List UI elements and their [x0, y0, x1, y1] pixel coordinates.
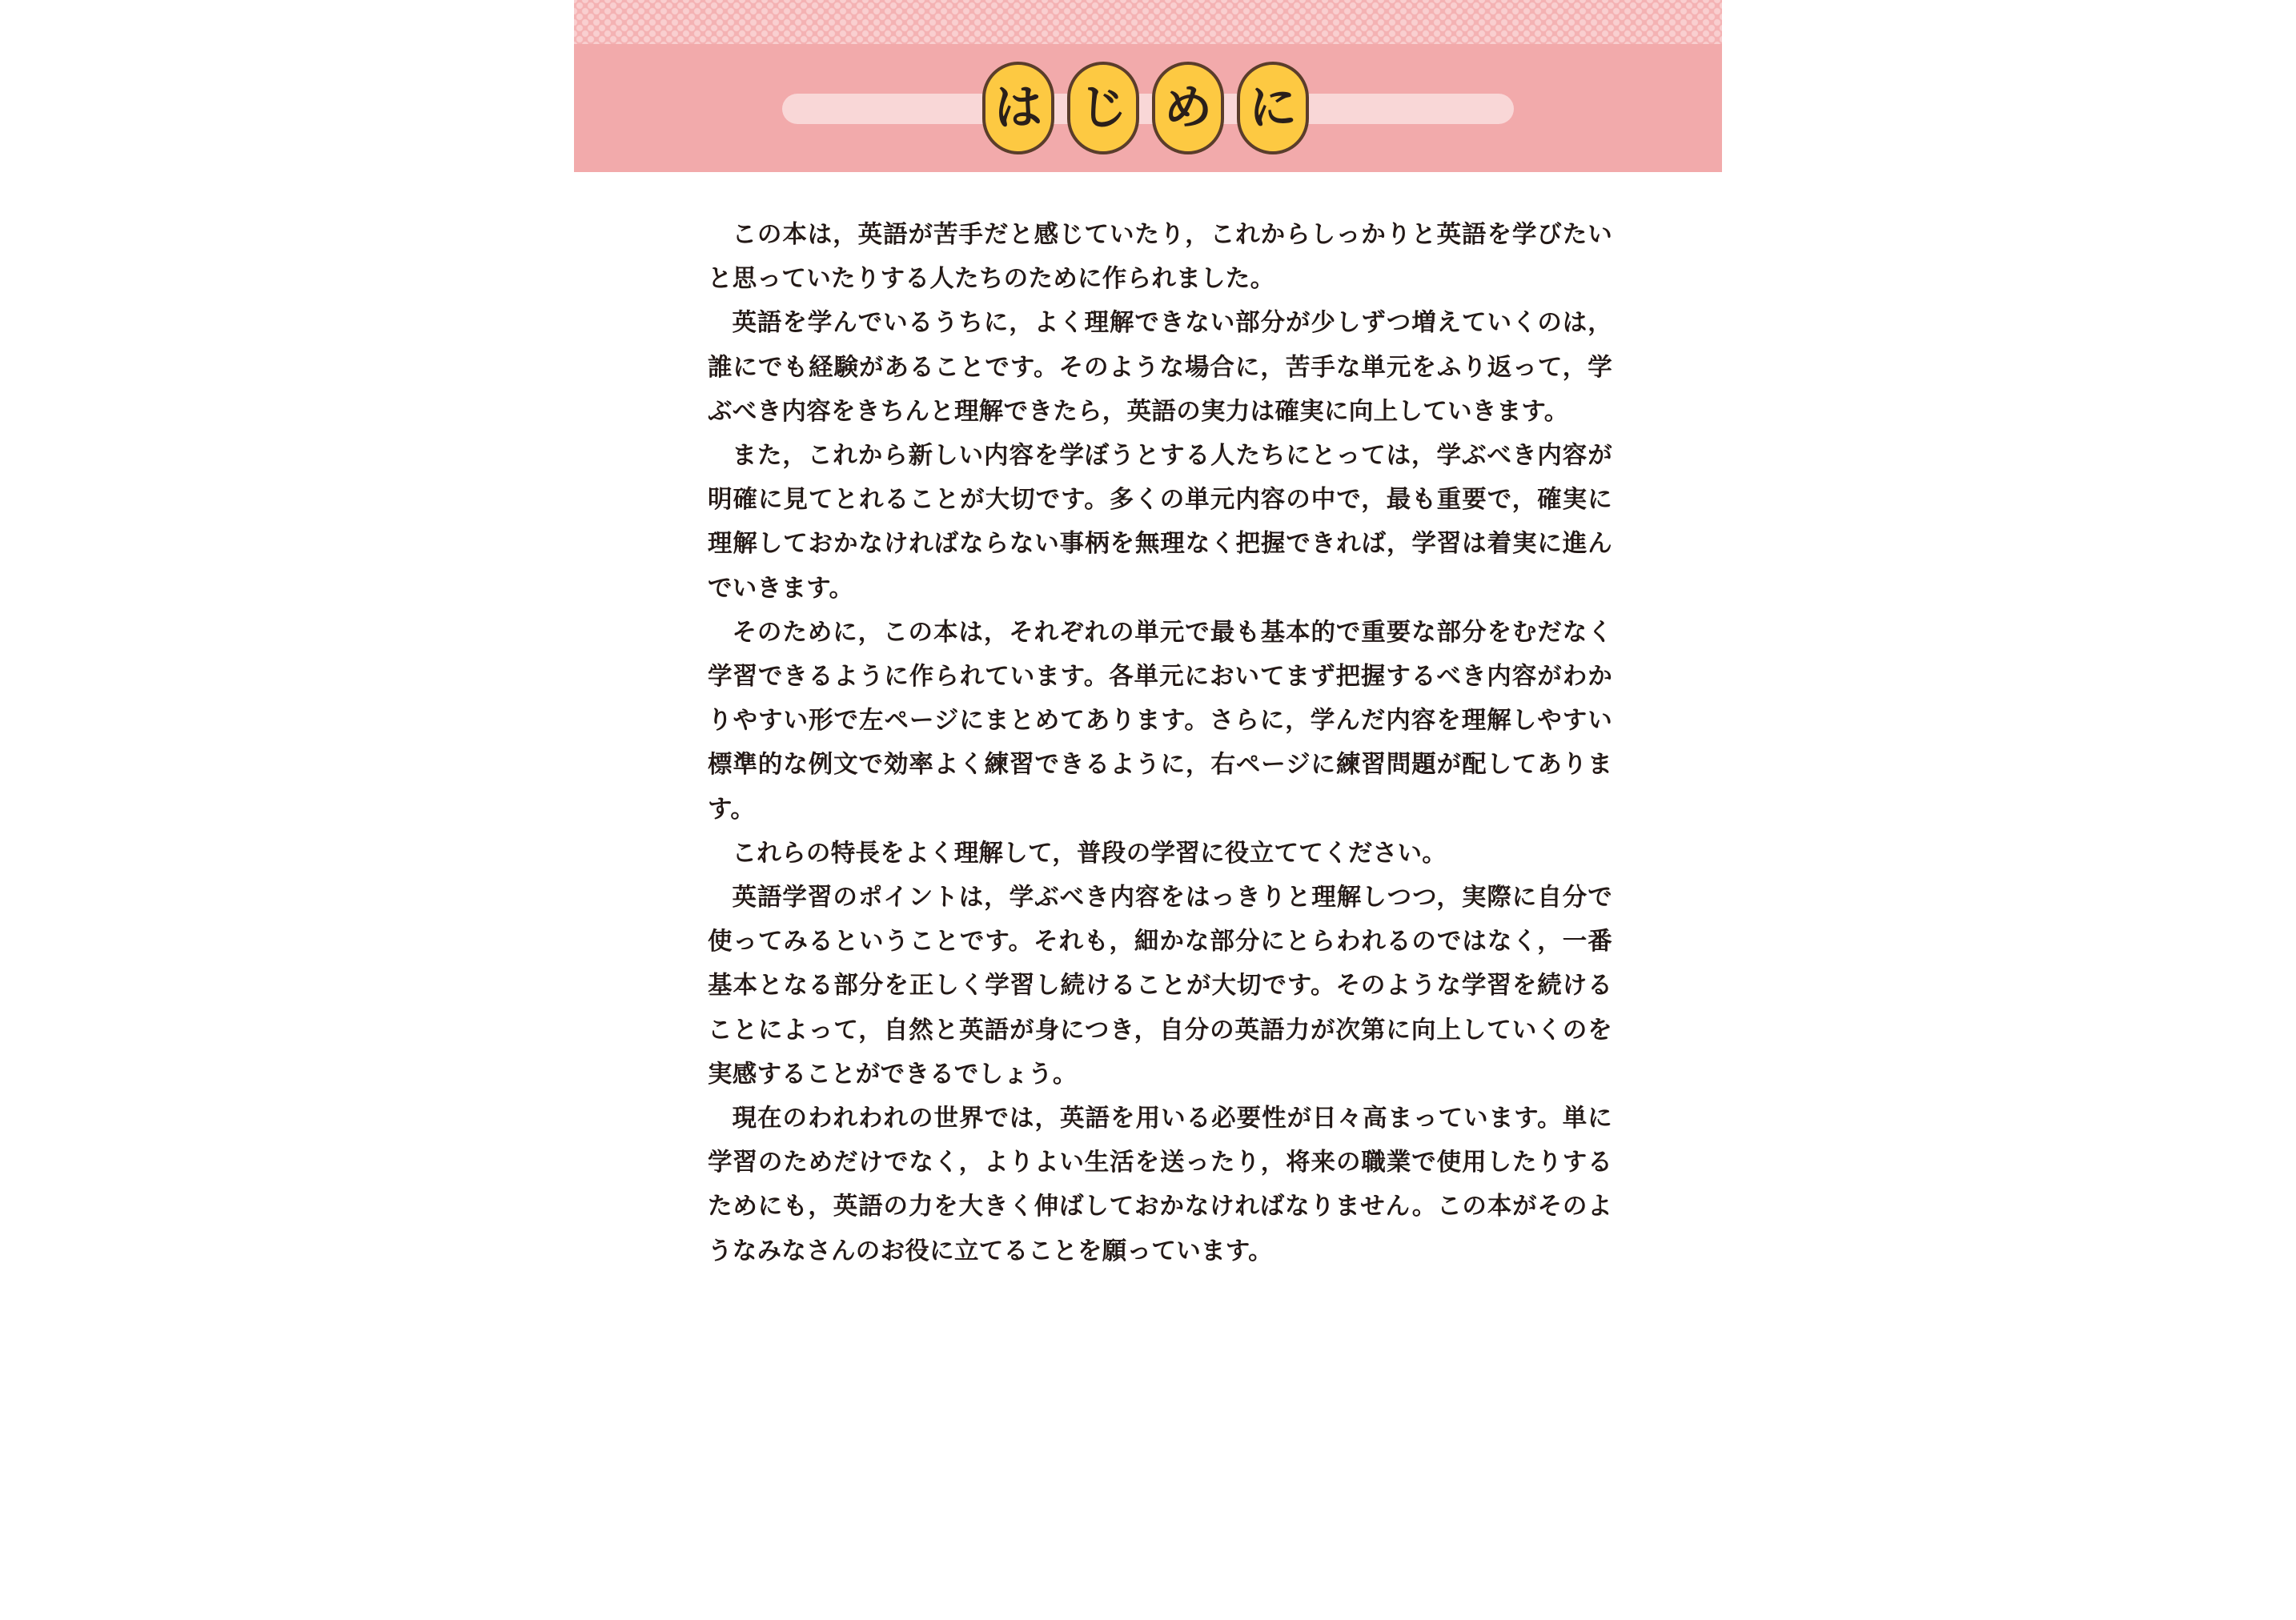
- title-char-tile: は: [982, 62, 1054, 154]
- paragraph: 英語学習のポイントは，学ぶべき内容をはっきりと理解しつつ，実際に自分で使ってみるということです。それも，細かな部分にとらわれるのではなく，一番基本となる部分を正しく学習し続けることが大切です。そのような学習を続けることによって，自然と英語が身につき，自分の英語力が次第に向上していくのを実感することができるでしょう。: [708, 884, 1612, 1089]
- paragraph: そのために，この本は，それぞれの単元で最も基本的で重要な部分をむだなく学習できるように作られています。各単元においてまず把握するべき内容がわかりやすい形で左ページにまとめてあります。さらに，学んだ内容を理解しやすい標準的な例文で効率よく練習できるように，右ページに練習問題が配してあります。: [708, 618, 1612, 824]
- page-title: [982, 62, 1309, 154]
- dot-pattern-strip: [574, 0, 1722, 44]
- paragraph: これらの特長をよく理解して，普段の学習に役立ててください。: [732, 839, 1447, 868]
- title-char-tile: に: [1237, 62, 1309, 154]
- header-banner: [574, 0, 1722, 172]
- title-char-tile: め: [1152, 62, 1224, 154]
- paragraph: 現在のわれわれの世界では，英語を用いる必要性が日々高まっています。単に学習のためだけでなく，よりよい生活を送ったり，将来の職業で使用したりするためにも，英語の力を大きく伸ばしておかなければなりません。この本がそのようなみなさんのお役に立てることを願っています。: [708, 1105, 1612, 1265]
- paragraph: また，これから新しい内容を学ぼうとする人たちにとっては，学ぶべき内容が明確に見てとれることが大切です。多くの単元内容の中で，最も重要で，確実に理解しておかなければならない事柄を無理なく把握できれば，学習は着実に進んでいきます。: [708, 442, 1612, 603]
- preface-body: [708, 213, 1612, 1273]
- paragraph: この本は，英語が苦手だと感じていたり，これからしっかりと英語を学びたいと思っていたりする人たちのために作られました。: [708, 221, 1612, 294]
- paragraph: 英語を学んでいるうちに，よく理解できない部分が少しずつ増えていくのは，誰にでも経験があることです。そのような場合に，苦手な単元をふり返って，学ぶべき内容をきちんと理解できたら，英語の実力は確実に向上していきます。: [708, 309, 1612, 426]
- title-char-tile: じ: [1067, 62, 1139, 154]
